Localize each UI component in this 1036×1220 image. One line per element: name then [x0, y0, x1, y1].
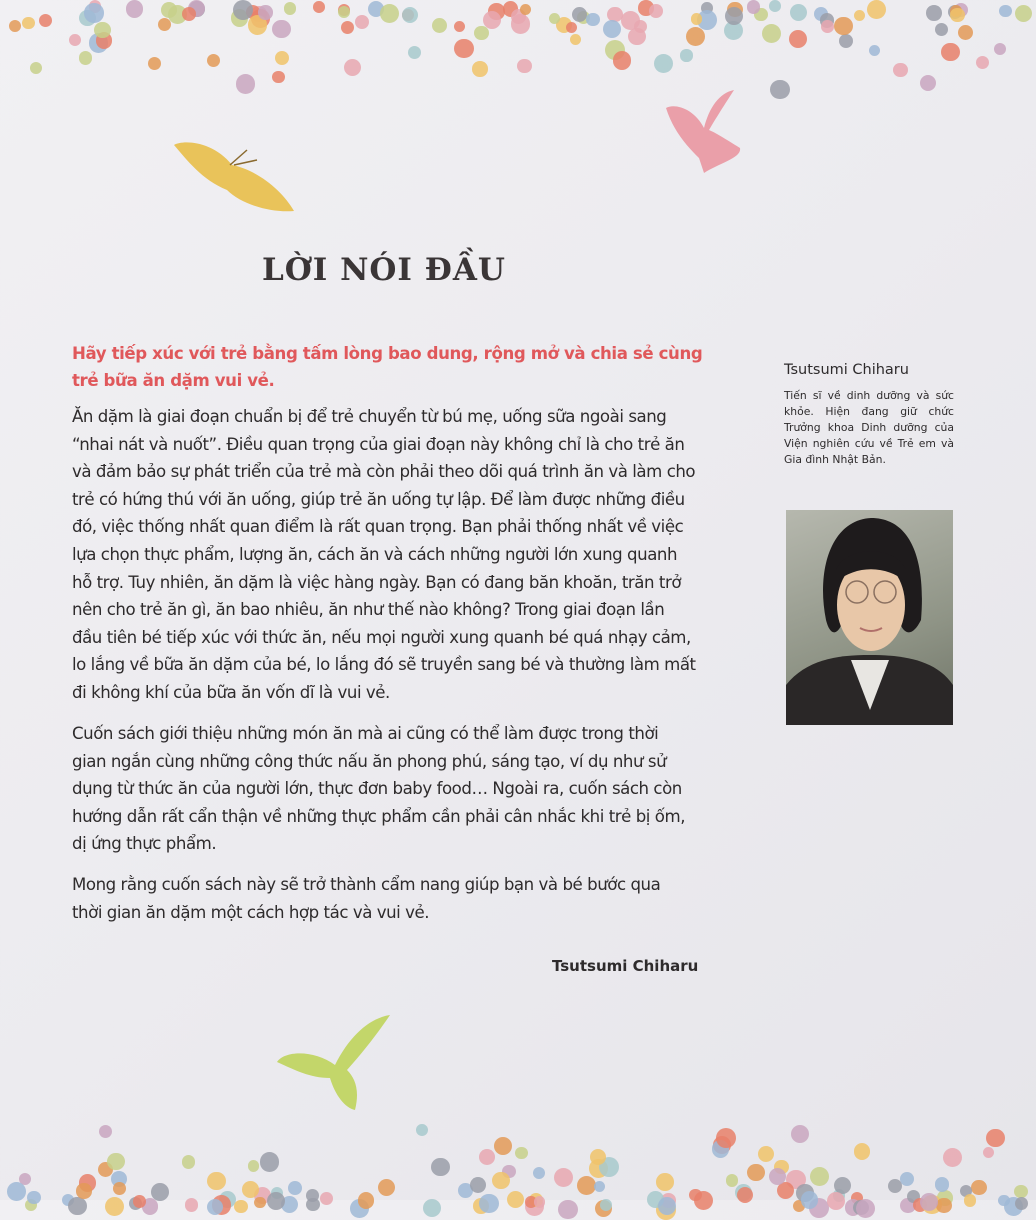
confetti-dot	[107, 1153, 124, 1170]
confetti-dot	[791, 1125, 810, 1144]
paragraph-line: trẻ có hứng thú với ăn uống, giúp trẻ ăn uống tự lập. Để làm được những điều	[72, 489, 685, 509]
yellow-butterfly-icon	[172, 135, 297, 215]
paragraph-line: dị ứng thực phẩm.	[72, 834, 217, 854]
confetti-dot	[867, 0, 886, 19]
confetti-dot	[586, 13, 600, 27]
confetti-dot	[554, 1168, 573, 1187]
confetti-dot	[432, 18, 447, 33]
confetti-dot	[869, 45, 880, 56]
confetti-dot	[431, 1158, 450, 1177]
confetti-dot	[634, 20, 647, 33]
confetti-dot	[267, 1192, 285, 1210]
confetti-dot	[355, 15, 370, 30]
confetti-dot	[594, 1181, 605, 1192]
confetti-dot	[680, 49, 692, 61]
confetti-dot	[358, 1192, 374, 1208]
confetti-dot	[207, 1199, 223, 1215]
paragraph-line: “nhai nát và nuốt”. Điều quan trọng của giai đoạn này không chỉ là cho trẻ ăn	[72, 434, 685, 454]
paragraph-3	[72, 871, 752, 926]
confetti-dot	[520, 4, 531, 15]
confetti-dot	[254, 1197, 265, 1208]
confetti-dot	[1015, 5, 1032, 22]
confetti-dot	[994, 43, 1006, 55]
confetti-dot	[515, 1147, 528, 1160]
confetti-dot	[113, 1182, 126, 1195]
confetti-dot	[126, 0, 143, 17]
confetti-dot	[770, 80, 790, 100]
confetti-dot	[402, 7, 418, 23]
confetti-dot	[726, 1174, 739, 1187]
lead-line: trẻ bữa ăn dặm vui vẻ.	[72, 371, 275, 390]
confetti-dot	[654, 54, 673, 73]
paragraph-line: và đảm bảo sự phát triển của trẻ mà còn phải theo dõi quá trình ăn và làm cho	[72, 462, 696, 482]
paragraph-line: đó, việc thống nhất quan điểm là rất quan trọng. Bạn phải thống nhất về việc	[72, 517, 684, 537]
confetti-dot	[590, 1149, 607, 1166]
confetti-dot	[338, 6, 350, 18]
confetti-dot	[260, 1152, 279, 1171]
confetti-dot	[737, 1187, 754, 1204]
confetti-dot	[603, 20, 621, 38]
confetti-dot	[207, 54, 220, 67]
confetti-dot	[492, 1172, 510, 1190]
confetti-dot	[248, 1160, 259, 1171]
confetti-dot	[950, 8, 964, 22]
paragraph-2	[72, 720, 752, 858]
confetti-dot	[854, 1143, 870, 1159]
confetti-dot	[79, 51, 93, 65]
confetti-dot	[656, 1173, 674, 1191]
confetti-dot	[494, 1137, 512, 1155]
green-butterfly-icon	[275, 1010, 395, 1110]
confetti-dot	[94, 22, 110, 38]
confetti-dot	[935, 23, 948, 36]
confetti-dot	[242, 1181, 259, 1198]
author-name: Tsutsumi Chiharu	[784, 362, 909, 378]
confetti-dot	[272, 71, 284, 83]
confetti-dot	[1015, 1197, 1028, 1210]
confetti-dot	[258, 5, 272, 19]
confetti-dot	[725, 7, 743, 25]
confetti-dot	[284, 2, 296, 14]
confetti-dot	[313, 1, 325, 13]
confetti-dot	[998, 1195, 1010, 1207]
confetti-dot	[341, 21, 354, 34]
confetti-dot	[976, 56, 989, 69]
confetti-dot	[570, 34, 582, 46]
confetti-dot	[275, 51, 290, 66]
confetti-dot	[9, 20, 21, 32]
confetti-dot	[762, 24, 781, 43]
confetti-dot	[856, 1199, 875, 1218]
confetti-dot	[716, 1128, 736, 1148]
paragraph-line: nên cho trẻ ăn gì, ăn bao nhiêu, ăn như thế nào không? Trong giai đoạn lần	[72, 600, 665, 620]
confetti-dot	[789, 30, 807, 48]
confetti-dot	[920, 75, 936, 91]
paragraph-line: dụng từ thức ăn của người lớn, thực đơn baby food… Ngoài ra, cuốn sách còn	[72, 779, 682, 799]
confetti-dot	[517, 59, 532, 74]
page-title: LỜI NÓI ĐẦU	[262, 252, 506, 288]
confetti-dot	[185, 1198, 199, 1212]
confetti-dot	[935, 1177, 949, 1191]
confetti-dot	[810, 1167, 829, 1186]
confetti-dot	[893, 63, 907, 77]
paragraph-line: đầu tiên bé tiếp xúc với thức ăn, nếu mọi người xung quanh bé quá nhạy cảm,	[72, 627, 691, 647]
confetti-dot	[39, 14, 52, 27]
confetti-dot	[827, 1192, 845, 1210]
confetti-dot	[306, 1189, 319, 1202]
confetti-dot	[27, 1191, 40, 1204]
confetti-dot	[479, 1149, 495, 1165]
confetti-dot	[408, 46, 421, 59]
confetti-dot	[236, 74, 256, 94]
confetti-dot	[790, 4, 808, 22]
confetti-dot	[69, 34, 81, 46]
confetti-dot	[572, 7, 587, 22]
paragraph-line: gian ngắn cùng những công thức nấu ăn phong phú, sáng tạo, ví dụ như sử	[72, 751, 667, 771]
paragraph-line: Mong rằng cuốn sách này sẽ trở thành cẩm nang giúp bạn và bé bước qua	[72, 875, 661, 894]
confetti-dot	[151, 1183, 169, 1201]
confetti-dot	[454, 21, 465, 32]
confetti-dot	[7, 1182, 26, 1201]
confetti-dot	[133, 1195, 146, 1208]
confetti-dot	[148, 57, 162, 71]
confetti-dot	[84, 3, 103, 22]
confetti-dot	[1014, 1185, 1027, 1198]
confetti-dot	[479, 1194, 498, 1213]
confetti-dot	[839, 34, 853, 48]
confetti-dot	[747, 0, 761, 14]
confetti-dot	[999, 5, 1012, 18]
confetti-dot	[472, 61, 487, 76]
confetti-dot	[986, 1129, 1004, 1147]
paragraph-line: hỗ trợ. Tuy nhiên, ăn dặm là việc hàng ngày. Bạn có đang băn khoăn, trăn trở	[72, 572, 682, 592]
confetti-dot	[686, 27, 706, 47]
confetti-dot	[380, 4, 399, 23]
confetti-dot	[378, 1179, 395, 1196]
confetti-dot	[769, 0, 781, 12]
confetti-dot	[747, 1164, 764, 1181]
confetti-dot	[900, 1172, 914, 1186]
confetti-dots-bottom	[0, 1090, 1036, 1200]
confetti-dot	[971, 1180, 986, 1195]
paragraph-line: Ăn dặm là giai đoạn chuẩn bị để trẻ chuyển từ bú mẹ, uống sữa ngoài sang	[72, 407, 667, 426]
confetti-dot	[983, 1147, 995, 1159]
confetti-dot	[926, 5, 942, 21]
author-photo	[786, 510, 953, 725]
confetti-dot	[613, 51, 632, 70]
confetti-dot	[423, 1199, 441, 1217]
confetti-dot	[483, 11, 501, 29]
confetti-dot	[941, 43, 960, 62]
lead-line: Hãy tiếp xúc với trẻ bằng tấm lòng bao dung, rộng mở và chia sẻ cùng	[72, 344, 703, 363]
confetti-dot	[943, 1148, 962, 1167]
confetti-dot	[99, 1125, 113, 1139]
confetti-dot	[68, 1197, 86, 1215]
confetti-dot	[821, 20, 834, 33]
confetti-dot	[888, 1179, 902, 1193]
confetti-dot	[558, 1200, 578, 1220]
confetti-dot	[454, 39, 473, 58]
paragraph-line: lo lắng về bữa ăn dặm của bé, lo lắng đó sẽ truyền sang bé và thường làm mất	[72, 655, 696, 675]
paragraph-line: thời gian ăn dặm một cách hợp tác và vui vẻ.	[72, 902, 430, 922]
confetti-dot	[758, 1146, 774, 1162]
confetti-dot	[649, 4, 663, 18]
confetti-dot	[288, 1181, 302, 1195]
confetti-dot	[958, 25, 973, 40]
pink-butterfly-icon	[664, 88, 744, 178]
confetti-dot	[30, 62, 42, 74]
confetti-dot	[534, 1196, 545, 1207]
confetti-dot	[344, 59, 361, 76]
paragraph-1	[72, 403, 752, 707]
confetti-dot	[936, 1198, 951, 1213]
confetti-dot	[182, 1155, 195, 1168]
paragraph-line: đi không khí của bữa ăn vốn dĩ là vui vẻ.	[72, 682, 390, 702]
confetti-dot	[533, 1167, 545, 1179]
confetti-dot	[470, 1177, 486, 1193]
confetti-dot	[566, 22, 577, 33]
confetti-dot	[207, 1172, 226, 1191]
confetti-dot	[234, 1200, 247, 1213]
lead-subtitle	[72, 340, 752, 394]
confetti-dots-top	[0, 0, 1036, 110]
confetti-dot	[854, 10, 865, 21]
confetti-dot	[76, 1183, 91, 1198]
confetti-dot	[182, 7, 196, 21]
confetti-dot	[964, 1194, 977, 1207]
author-bio: Tiến sĩ về dinh dưỡng và sức khỏe. Hiện đang giữ chức Trưởng khoa Dinh dưỡng của Viện nghiên cứu về Trẻ em và Gia đình Nhật Bản.	[784, 389, 954, 466]
paragraph-line: hướng dẫn rất cẩn thận về những thực phẩm cần phải cân nhắc khi trẻ bị ốm,	[72, 806, 686, 826]
confetti-dot	[834, 17, 852, 35]
confetti-dot	[416, 1124, 428, 1136]
signature: Tsutsumi Chiharu	[552, 957, 699, 975]
confetti-dot	[272, 20, 291, 39]
confetti-dot	[694, 1191, 713, 1210]
confetti-dot	[22, 17, 35, 30]
confetti-dot	[320, 1192, 333, 1205]
paragraph-line: lựa chọn thực phẩm, lượng ăn, cách ăn và cách những người lớn xung quanh	[72, 544, 678, 564]
paragraph-line: Cuốn sách giới thiệu những món ăn mà ai cũng có thể làm được trong thời	[72, 724, 659, 743]
